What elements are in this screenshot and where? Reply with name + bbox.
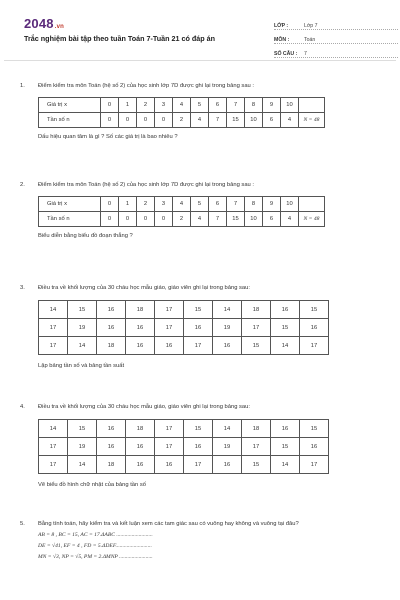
table-cell: 18 (242, 301, 271, 319)
table-cell: 4 (281, 212, 299, 227)
table-cell: 7 (209, 113, 227, 128)
table-cell: 14 (213, 301, 242, 319)
table-row (39, 420, 329, 438)
table-cell: N = 48 (299, 113, 325, 128)
table-cell: 15 (227, 113, 245, 128)
question-note: Vẽ biểu đồ hình chữ nhật của bảng tần số (38, 482, 146, 488)
formula-line: MN = √3, NP = √5, PM = 2.ΔMNP ........................ (38, 554, 153, 560)
table-cell: 6 (209, 98, 227, 113)
table-cell: 16 (126, 456, 155, 474)
text-label (20, 520, 386, 528)
table-cell: 16 (184, 319, 213, 337)
table-cell: 6 (209, 197, 227, 212)
text-label: SỐ CÂU : (274, 51, 298, 57)
question-3 (20, 284, 386, 369)
table-cell: 3 (155, 98, 173, 113)
table-cell: 14 (39, 301, 68, 319)
table-cell: 2 (173, 212, 191, 227)
text-label: MÔN : (274, 37, 290, 43)
table-row (39, 113, 325, 128)
table-cell: 0 (155, 212, 173, 227)
question-number: 2. (20, 182, 25, 188)
table-cell: 0 (101, 98, 119, 113)
table-cell: 16 (213, 337, 242, 355)
question-number: 4. (20, 404, 25, 410)
table-cell: N = 48 (299, 212, 325, 227)
text-label (20, 181, 386, 189)
table-cell: 19 (213, 319, 242, 337)
table-cell: Giá trị x (39, 197, 101, 212)
table-cell: 16 (126, 319, 155, 337)
table-cell: 16 (155, 456, 184, 474)
question-1 (20, 82, 386, 140)
table-cell: 0 (137, 113, 155, 128)
meta-row-class (274, 16, 398, 30)
table-cell: 16 (300, 319, 329, 337)
table-cell: 4 (173, 197, 191, 212)
table-cell: 14 (271, 456, 300, 474)
table-cell (299, 197, 325, 212)
table-cell: Giá trị x (39, 98, 101, 113)
question-number: 5. (20, 521, 25, 527)
table-cell: 15 (68, 301, 97, 319)
table-cell: 17 (300, 456, 329, 474)
question-5 (20, 520, 386, 563)
table-cell: 0 (101, 197, 119, 212)
formula-list (20, 530, 386, 563)
table-row (39, 212, 325, 227)
table-row (39, 197, 325, 212)
question-note: Dấu hiệu quan tâm là gì ? Số các giá trị là bao nhiêu ? (38, 134, 178, 140)
table-cell: 18 (97, 456, 126, 474)
text-label: 2048 (24, 16, 54, 31)
table-row (39, 337, 329, 355)
table-cell: 0 (119, 212, 137, 227)
table-cell: 17 (242, 438, 271, 456)
table-row (39, 319, 329, 337)
table-cell: Tần số n (39, 212, 101, 227)
table-cell: 18 (126, 420, 155, 438)
table-cell: 2 (137, 98, 155, 113)
table-cell: 17 (39, 319, 68, 337)
question-text: Bằng tính toán, hãy kiểm tra và kết luận xem các tam giác sau có vuông hay không và vuông tại đâu? (38, 521, 299, 527)
table-cell: 0 (119, 113, 137, 128)
table-cell: 17 (184, 456, 213, 474)
table-cell: 15 (300, 301, 329, 319)
table-cell: 18 (97, 337, 126, 355)
table-cell: 15 (227, 212, 245, 227)
frequency-table (38, 196, 325, 227)
table-cell: 17 (242, 319, 271, 337)
table-cell: 2 (137, 197, 155, 212)
table-cell: 4 (191, 212, 209, 227)
table-cell: 18 (242, 420, 271, 438)
mass-table (38, 419, 329, 474)
mass-table (38, 300, 329, 355)
table-cell: 18 (126, 301, 155, 319)
table-cell: 14 (271, 337, 300, 355)
table-cell: 14 (68, 337, 97, 355)
document-header (20, 16, 380, 62)
table-cell: 7 (227, 98, 245, 113)
table-cell: 6 (263, 212, 281, 227)
frequency-table (38, 97, 325, 128)
question-number: 1. (20, 83, 25, 89)
table-cell: 4 (191, 113, 209, 128)
question-text: Điều tra về khối lượng của 30 cháu học mẫu giáo, giáo viên ghi lại trong bảng sau: (38, 285, 250, 291)
table-cell: 16 (97, 420, 126, 438)
table-cell: 7 (209, 212, 227, 227)
table-cell: 16 (184, 438, 213, 456)
table-cell: 14 (213, 420, 242, 438)
table-cell: 9 (263, 98, 281, 113)
table-cell: 19 (213, 438, 242, 456)
formula-line: AB = 8 , BC = 15, AC = 17.ΔABC .......................... (38, 532, 153, 538)
table-cell: 0 (155, 113, 173, 128)
table-cell: 8 (245, 98, 263, 113)
question-4 (20, 403, 386, 488)
table-cell: 14 (39, 420, 68, 438)
text-label: Toán (304, 37, 316, 43)
table-cell: 16 (271, 301, 300, 319)
table-cell: 3 (155, 197, 173, 212)
meta-row-subject (274, 30, 398, 44)
table-row (39, 456, 329, 474)
table-cell: 6 (263, 113, 281, 128)
table-cell: 17 (155, 301, 184, 319)
table-cell: 17 (39, 337, 68, 355)
table-cell: 15 (68, 420, 97, 438)
table-cell: 10 (281, 98, 299, 113)
table-cell: 1 (119, 197, 137, 212)
site-logo[interactable] (24, 16, 64, 31)
table-cell: 17 (155, 319, 184, 337)
table-cell: 0 (101, 113, 119, 128)
table-cell: Tần số n (39, 113, 101, 128)
table-cell: 0 (101, 212, 119, 227)
table-cell: 17 (184, 337, 213, 355)
table-cell: 15 (242, 337, 271, 355)
table-cell: 1 (119, 98, 137, 113)
table-cell: 17 (39, 438, 68, 456)
table-cell: 16 (97, 319, 126, 337)
table-cell: 4 (173, 98, 191, 113)
meta-info (274, 16, 398, 58)
question-text: Điều tra về khối lượng của 30 cháu học mẫu giáo, giáo viên ghi lại trong bảng sau: (38, 404, 250, 410)
question-text: Điểm kiểm tra môn Toán (hệ số 2) của học sinh lớp 7D được ghi lại trong bảng sau : (38, 83, 254, 89)
table-cell: 16 (271, 420, 300, 438)
table-cell: 16 (155, 337, 184, 355)
table-cell: 17 (39, 456, 68, 474)
table-cell: 16 (97, 301, 126, 319)
table-cell: 0 (137, 212, 155, 227)
table-cell: 15 (184, 420, 213, 438)
question-2 (20, 181, 386, 239)
table-cell: 8 (245, 197, 263, 212)
table-cell: 16 (300, 438, 329, 456)
text-label: 7 (304, 51, 307, 57)
header-divider (4, 60, 396, 61)
text-label (20, 82, 386, 90)
text-label (20, 284, 386, 292)
table-cell: 19 (68, 319, 97, 337)
table-cell: 15 (184, 301, 213, 319)
document-title: Trắc nghiệm bài tập theo tuần Toán 7-Tuần 21 có đáp án (24, 34, 216, 43)
table-cell: 16 (126, 438, 155, 456)
table-cell: 17 (155, 438, 184, 456)
table-cell: 10 (245, 212, 263, 227)
question-note: Biểu diễn bằng biểu đồ đoạn thẳng ? (38, 233, 133, 239)
question-text: Điểm kiểm tra môn Toán (hệ số 2) của học sinh lớp 7D được ghi lại trong bảng sau : (38, 182, 254, 188)
table-cell: 5 (191, 197, 209, 212)
table-cell: 16 (213, 456, 242, 474)
question-note: Lập bảng tần số và bảng tần suất (38, 363, 125, 369)
table-cell: 14 (68, 456, 97, 474)
table-cell: 10 (245, 113, 263, 128)
text-label: LỚP : (274, 23, 289, 29)
text-label: Lớp 7 (304, 23, 318, 29)
table-cell: 10 (281, 197, 299, 212)
table-cell: 5 (191, 98, 209, 113)
table-row (39, 301, 329, 319)
table-cell: 15 (271, 319, 300, 337)
text-label: .vn (54, 24, 65, 30)
meta-row-count (274, 44, 398, 58)
table-cell: 16 (126, 337, 155, 355)
table-cell: 15 (271, 438, 300, 456)
formula-line: DE = √41, EF = 4 , FD = 5.ΔDEF.......................... (38, 543, 152, 549)
table-cell: 15 (242, 456, 271, 474)
question-number: 3. (20, 285, 25, 291)
table-cell: 4 (281, 113, 299, 128)
table-row (39, 438, 329, 456)
table-cell: 7 (227, 197, 245, 212)
table-cell: 9 (263, 197, 281, 212)
table-cell: 17 (155, 420, 184, 438)
table-cell: 15 (300, 420, 329, 438)
table-cell: 2 (173, 113, 191, 128)
table-cell: 17 (300, 337, 329, 355)
text-label (20, 403, 386, 411)
table-cell: 16 (97, 438, 126, 456)
table-row (39, 98, 325, 113)
table-cell: 19 (68, 438, 97, 456)
table-cell (299, 98, 325, 113)
